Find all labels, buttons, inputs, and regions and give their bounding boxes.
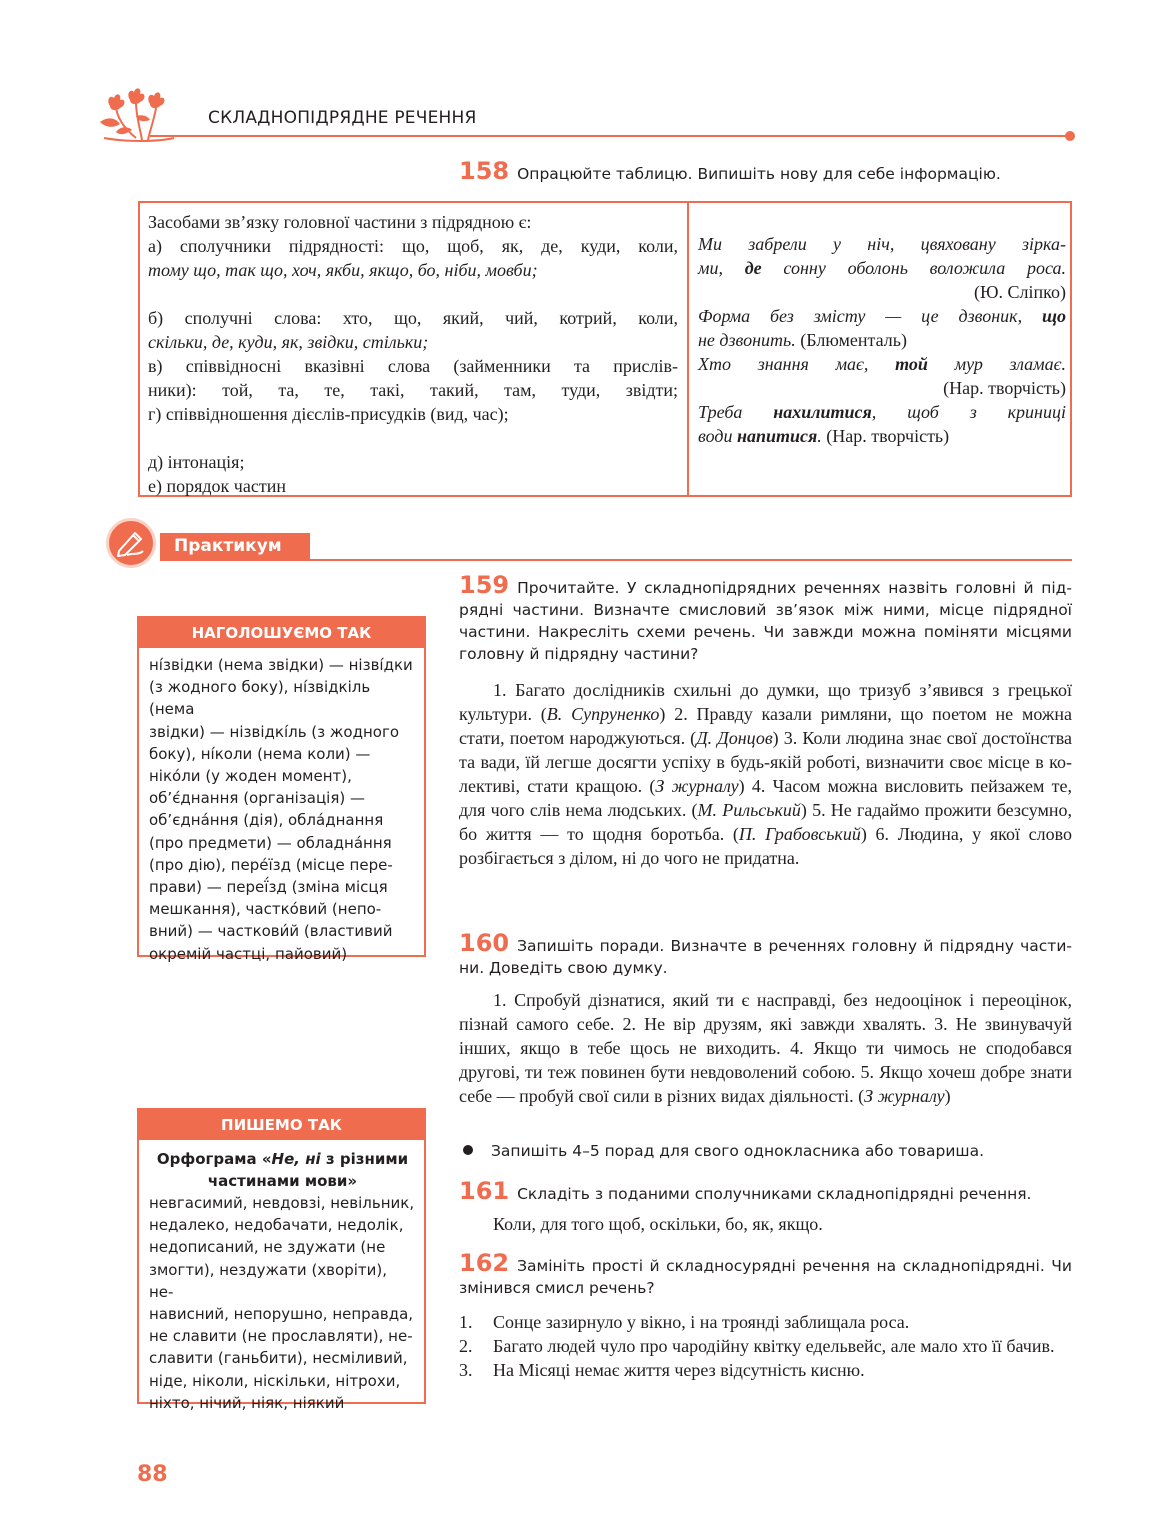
- spelling-note-title: ПИШЕМО ТАК: [139, 1110, 424, 1140]
- exercise-160-task: [459, 929, 1072, 979]
- example-keyword: нахилитися: [773, 402, 872, 422]
- exercise-160-text: [459, 988, 1072, 1108]
- exercise-161-text: [459, 1212, 1072, 1236]
- exercise-160-extra-task: [459, 1140, 1072, 1162]
- practicum-rule: [160, 559, 1072, 561]
- example-keyword: що: [1042, 306, 1066, 326]
- note-line: ніде, ніколи, ніскільки, нітрохи,: [149, 1371, 401, 1390]
- exercise-number: 161: [459, 1177, 510, 1205]
- table-divider: [687, 203, 689, 495]
- note-line: змогти), нездужати (хворіти), не-: [149, 1260, 387, 1301]
- example-line: [698, 256, 1066, 280]
- table-line-text: тому що, так що, хоч, якби, якщо, бо, ніби, мовби;: [148, 260, 538, 280]
- note-line: вний) — часткови́й (властивий: [149, 922, 393, 941]
- spelling-note-box: [137, 1108, 426, 1412]
- example-text: Хто знання має,: [698, 354, 896, 374]
- table-line: [148, 330, 678, 354]
- bullet-icon: [463, 1145, 473, 1155]
- conjunction-table: [138, 201, 1072, 497]
- exercise-text: ) 2. Правду казали римляни, що поетом не можна стати, поетом народжуються. (: [459, 704, 1072, 748]
- list-item: [459, 1358, 1072, 1382]
- list-item-text: На Місяці немає життя через відсутність кисню.: [493, 1360, 865, 1380]
- example-text: , щоб з криниці: [871, 402, 1066, 422]
- note-line: об’є́днання (організація) —: [149, 789, 365, 808]
- task-text: Складіть з поданими сполучниками складнопідрядні речення.: [517, 1185, 1032, 1203]
- example-author: (Ю. Сліпко): [974, 282, 1066, 302]
- example-keyword: де: [744, 258, 762, 278]
- pencil-hand-icon: [106, 518, 156, 568]
- spelling-rule-title: частинами мови»: [207, 1172, 358, 1190]
- table-line: д) інтонація;: [148, 452, 245, 472]
- exercise-number: 162: [459, 1249, 510, 1277]
- note-line: ніко́ли (у жоден момент),: [149, 767, 352, 786]
- note-line: (з жодного боку), ні́звідкіль (нема: [149, 678, 371, 719]
- table-line: е) порядок частин: [148, 476, 286, 496]
- rule-text: з різними: [320, 1150, 409, 1168]
- exercise-text: 1. Багато дослідників схильні до думки, що тризуб з’явився з грецької культури. (: [459, 680, 1072, 724]
- page-number: 88: [137, 1462, 168, 1487]
- note-line: окремій частці, пайовий): [149, 944, 348, 963]
- example-line: [698, 352, 1066, 376]
- table-line-text: а) сполучники підрядності: що, щоб, як, де, куди, коли,: [148, 236, 678, 256]
- example-text: ми,: [698, 258, 745, 278]
- example-text: води: [698, 426, 737, 446]
- exercise-161-task: [459, 1177, 1072, 1205]
- example-text: .: [817, 426, 822, 446]
- example-line: [698, 400, 1066, 424]
- note-line: славити (ганьбити), несміливий,: [149, 1349, 408, 1368]
- example-author: (Блюменталь): [795, 330, 907, 350]
- example-line: [698, 328, 1066, 352]
- table-line: [148, 258, 678, 282]
- task-text: Прочитайте. У складнопідрядних реченнях назвіть головні й підрядні частини. Визначте смисловий зв’язок між ними, місце підрядної частини. Накресліть схеми речень. Чи завжди можна поміняти місцями головну й підрядну частини?: [459, 579, 1072, 663]
- example-text: Форма без змісту — це дзвоник,: [698, 306, 1042, 326]
- note-line: недописаний, не здужати (не: [149, 1238, 386, 1257]
- exercise-text: ) 5. Не гадаймо прожити безсумно, бо життя — то щодня боротьба. (: [459, 800, 1072, 844]
- exercise-number: 158: [459, 157, 510, 185]
- example-author: (Нар. творчість): [821, 426, 950, 446]
- table-line: [148, 306, 678, 330]
- note-line: ні́звідки (нема звідки) — нізві́дки: [149, 656, 413, 674]
- list-item-number: 1.: [459, 1312, 473, 1332]
- table-line: Засобами зв’язку головної частини з підрядною є:: [148, 212, 532, 232]
- exercise-text: ): [944, 1086, 951, 1106]
- example-text: сонну оболонь воложила роса.: [761, 258, 1066, 278]
- example-line: [698, 424, 1066, 448]
- author: В. Супруненко: [546, 704, 660, 724]
- rule-text-italic: Не, ні: [271, 1150, 321, 1168]
- table-left-cell: [148, 210, 678, 498]
- table-line: в) співвідносні вказівні слова (займенники та прислів-: [148, 356, 678, 376]
- list-item-text: Багато людей чуло про чародійну квітку едельвейс, але мало хто її бачив.: [493, 1336, 1055, 1356]
- spelling-rule-title: [149, 1148, 416, 1170]
- exercise-text: 1. Спробуй дізнатися, який ти є насправді, без недооцінок і переоцінок, пізнай самого себе. 2. Не вір друзям, які завжди хвалять. 3. Не звинувачуй інших, якщо в тебе щось не виходить. 4. Якщо ти чимось не сподобався другові, ти теж повинен бути невдоволений собою. 5. Якщо хочеш добре знати себе — пробуй свої сили в різних видах діяльності. (: [459, 990, 1072, 1106]
- table-line: ники): той, та, те, такі, такий, там, туди, звідти;: [148, 380, 678, 400]
- author: П. Грабовський: [738, 824, 861, 844]
- stress-note-body: [139, 648, 424, 965]
- note-line: не славити (не прославляти), не-: [149, 1327, 413, 1346]
- list-item: [459, 1334, 1072, 1358]
- note-line: боку), ні́коли (нема коли) —: [149, 744, 371, 763]
- note-line: (про дію), пере́їзд (місце пере-: [149, 855, 393, 874]
- note-line: невгасимий, невдовзі, невільник,: [149, 1194, 415, 1212]
- exercise-159-task: [459, 571, 1072, 665]
- table-line: г) співвідношення дієслів-присудків (вид, час);: [148, 404, 509, 424]
- list-item-number: 2.: [459, 1336, 473, 1356]
- task-text: Запишіть поради. Визначте в реченнях головну й підрядну частини. Доведіть свою думку.: [459, 937, 1072, 977]
- table-line: [148, 234, 678, 258]
- note-line: нависний, непорушно, неправда,: [149, 1305, 414, 1324]
- table-line-text: скільки, де, куди, як, звідки, стільки;: [148, 332, 429, 352]
- list-item-number: 3.: [459, 1360, 473, 1380]
- example-line: [698, 232, 1066, 256]
- table-line-text: б) сполучні слова: хто, що, який, чий, котрий, коли,: [148, 308, 678, 328]
- author: Д. Донцов: [696, 728, 773, 748]
- example-text: Треба: [698, 402, 774, 422]
- exercise-158-task: [459, 157, 1079, 185]
- example-text: мур зламає.: [927, 354, 1067, 374]
- exercise-159-text: [459, 678, 1072, 870]
- example-text: Ми забрели у ніч, цвяховану зірка-: [698, 234, 1066, 254]
- table-right-cell: [698, 232, 1066, 448]
- exercise-text: ) 4. Часом можна висловить пейзажем те, для чого слів нема людських. (: [459, 776, 1072, 820]
- note-line: прави) — переї́зд (зміна місця: [149, 878, 388, 897]
- stress-note-box: [137, 616, 426, 963]
- example-keyword: напитися: [736, 426, 818, 446]
- task-text: Замініть прості й складносурядні речення на складнопідрядні. Чи змінився смисл речень?: [459, 1257, 1072, 1297]
- stress-note-title: НАГОЛОШУЄМО ТАК: [139, 618, 424, 648]
- exercise-162-task: [459, 1249, 1072, 1299]
- note-line: ніхто, нічий, ніяк, ніякий: [149, 1393, 345, 1412]
- note-line: недалеко, недобачати, недолік,: [149, 1216, 404, 1235]
- example-author: (Нар. творчість): [943, 378, 1066, 398]
- list-item-text: Сонце зазирнуло у вікно, і на троянді заблищала роса.: [493, 1312, 910, 1332]
- author: М. Рильський: [697, 800, 801, 820]
- example-text: не дзвонить.: [698, 330, 796, 350]
- example-keyword: той: [895, 354, 928, 374]
- exercise-text: ) 6. Людина, у якої слово розбігається з ділом, ні до чого не придатна.: [459, 824, 1072, 868]
- exercise-number: 160: [459, 929, 510, 957]
- exercise-number: 159: [459, 571, 510, 599]
- list-item: [459, 1310, 1072, 1334]
- exercise-text: ) 3. Коли людина знає свої достоїнства та вади, їй легше досягти успіху в будь-якій роботі, визначити своє місце в колективі, стати кращою. (: [459, 728, 1072, 796]
- spelling-note-body: [139, 1140, 424, 1414]
- exercise-text: Коли, для того щоб, оскільки, бо, як, якщо.: [493, 1214, 823, 1234]
- note-line: звідки) — нізвідкі́ль (з жодного: [149, 722, 400, 741]
- note-line: мешкання), частко́вий (непо-: [149, 900, 382, 919]
- note-line: об’єдна́ння (дія), обла́днання: [149, 811, 384, 830]
- header-rule: [150, 135, 1068, 137]
- author: З журналу: [655, 776, 739, 796]
- note-line: (про предмети) — обладна́ння: [149, 833, 392, 852]
- task-text: Опрацюйте таблицю. Випишіть нову для себе інформацію.: [517, 165, 1001, 183]
- header-rule-dot: [1065, 131, 1075, 141]
- practicum-label: Практикум: [160, 533, 310, 560]
- author: З журналу: [864, 1086, 945, 1106]
- example-line: [698, 304, 1066, 328]
- rule-text: Орфограма «: [156, 1150, 272, 1168]
- task-text: Запишіть 4–5 порад для свого однокласника або товариша.: [491, 1142, 985, 1160]
- page-header-title: СКЛАДНОПІДРЯДНЕ РЕЧЕННЯ: [208, 108, 477, 128]
- exercise-162-list: [459, 1310, 1072, 1382]
